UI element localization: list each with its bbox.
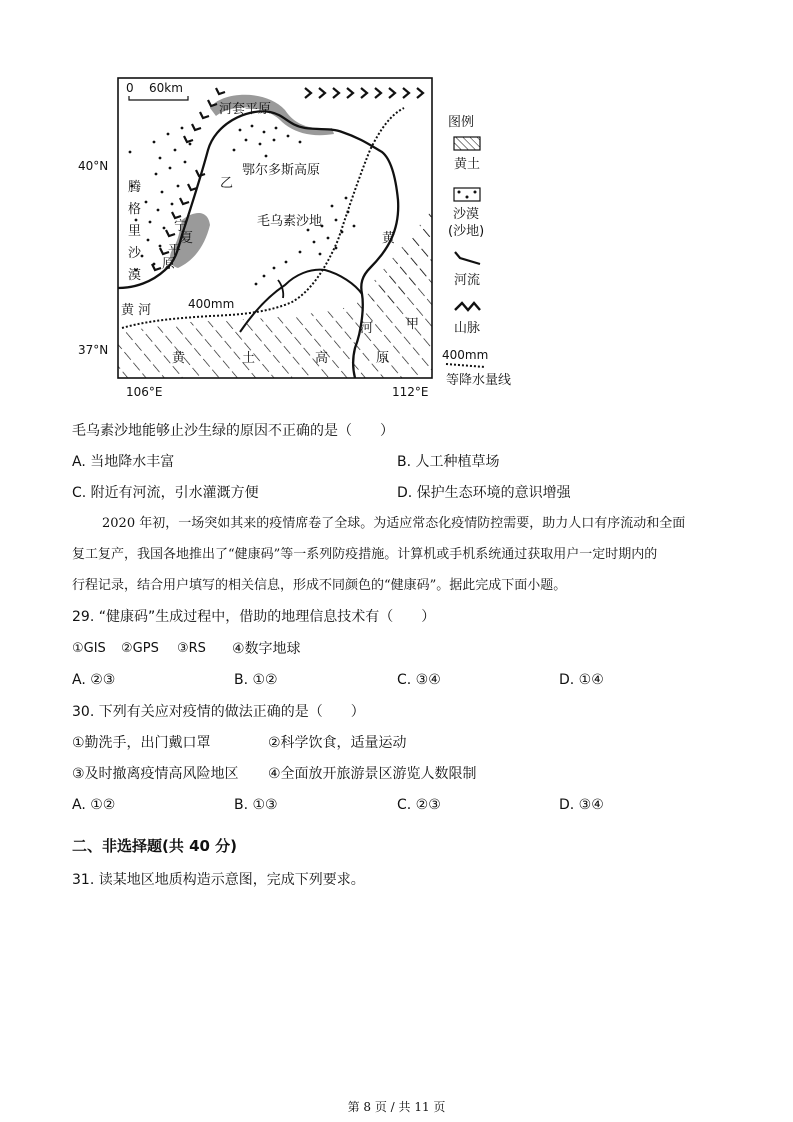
legend-desert-sub-label: (沙地) [448,224,485,239]
map-figure [70,70,530,405]
ordos-label: 鄂尔多斯高原 [242,163,321,178]
loess-char: 高 [315,351,329,366]
q29-option-d: D. ①④ [559,672,604,688]
mu-us-label: 毛乌素沙地 [257,214,323,229]
legend-river-label: 河流 [454,273,481,288]
ningxia-char: 原 [162,257,176,272]
q28-option-c: C. 附近有河流，引水灌溉方便 [72,485,259,501]
q30-item-1: ①勤洗手，出门戴口罩 [72,735,211,751]
ningxia-char: 平 [168,243,182,258]
lat-37-label: 37°N [78,343,109,357]
q30-stem: 30. 下列有关应对疫情的做法正确的是（ ） [72,704,365,720]
lat-40-label: 40°N [78,159,109,173]
q30-item-3: ③及时撤离疫情高风险地区 [72,766,239,782]
scale-zero: 0 [126,81,134,95]
tengger-char: 腾 [128,180,142,195]
q29-item: ③RS [177,641,206,656]
q30-option-b: B. ①③ [234,797,278,813]
jia-label: 甲 [406,317,420,332]
q29-item: ④数字地球 [232,641,301,657]
q31-stem: 31. 读某地区地质构造示意图，完成下列要求。 [72,872,365,888]
q30-option-c: C. ②③ [397,797,441,813]
isohyet-label: 400mm [188,297,235,311]
q29-item: ②GPS [121,641,159,656]
legend-desert-swatch [454,188,480,201]
q30-option-a: A. ①② [72,797,116,813]
lon-106-label: 106°E [126,385,163,399]
tengger-char: 里 [128,224,142,239]
legend-river-swatch [455,252,480,264]
ningxia-char: 宁 [174,219,188,234]
yi-label: 乙 [220,176,234,191]
passage-line: 行程记录，结合用户填写的相关信息，形成不同颜色的“健康码”。据此完成下面小题。 [72,578,567,593]
lon-112-label: 112°E [392,385,429,399]
loess-char: 原 [376,351,390,366]
q28-option-a: A. 当地降水丰富 [72,454,175,470]
legend-mountain-label: 山脉 [454,321,481,336]
legend-mountain-swatch [455,303,480,310]
q29-item: ①GIS [72,641,106,656]
q28-option-b: B. 人工种植草场 [397,454,500,470]
yellow-river-label-right-1: 黄 [382,231,396,246]
q30-item-2: ②科学饮食，适量运动 [268,735,407,751]
legend-title: 图例 [448,115,475,130]
q29-stem: 29. “健康码”生成过程中，借助的地理信息技术有（ ） [72,609,436,625]
q28-stem: 毛乌素沙地能够止沙生绿的原因不正确的是（ ） [72,423,394,439]
legend-loess-swatch [454,137,480,150]
yellow-river-label-left: 黄 河 [121,303,152,318]
q29-option-a: A. ②③ [72,672,116,688]
legend-desert-label: 沙漠 [453,207,480,222]
q29-option-b: B. ①② [234,672,278,688]
section-heading: 二、非选择题(共 40 分) [72,837,238,855]
q29-option-c: C. ③④ [397,672,441,688]
tengger-char: 漠 [128,268,142,283]
passage-line: 复工复产，我国各地推出了“健康码”等一系列防疫措施。计算机或手机系统通过获取用户一定时期内的 [72,547,658,562]
legend-isohyet-value: 400mm [442,348,489,362]
scale-km: 60km [149,81,183,95]
page-footer: 第 8 页 / 共 11 页 [347,1100,446,1114]
legend-isohyet-label: 等降水量线 [446,373,512,388]
loess-char: 黄 [172,351,186,366]
q30-option-d: D. ③④ [559,797,604,813]
ningxia-char: 夏 [180,231,194,246]
tengger-char: 沙 [128,246,142,261]
yellow-river-label-right-2: 河 [360,321,374,336]
passage-line: 2020 年初，一场突如其来的疫情席卷了全球。为适应常态化疫情防控需要，助力人口有序流动和全面 [102,516,686,531]
loess-char: 土 [242,351,256,366]
legend-isohyet-swatch [446,364,485,367]
tengger-char: 格 [128,202,142,217]
q28-option-d: D. 保护生态环境的意识增强 [397,485,571,501]
q30-item-4: ④全面放开旅游景区游览人数限制 [268,766,477,782]
legend-loess-label: 黄土 [454,157,481,172]
hetao-label: 河套平原 [219,102,272,117]
